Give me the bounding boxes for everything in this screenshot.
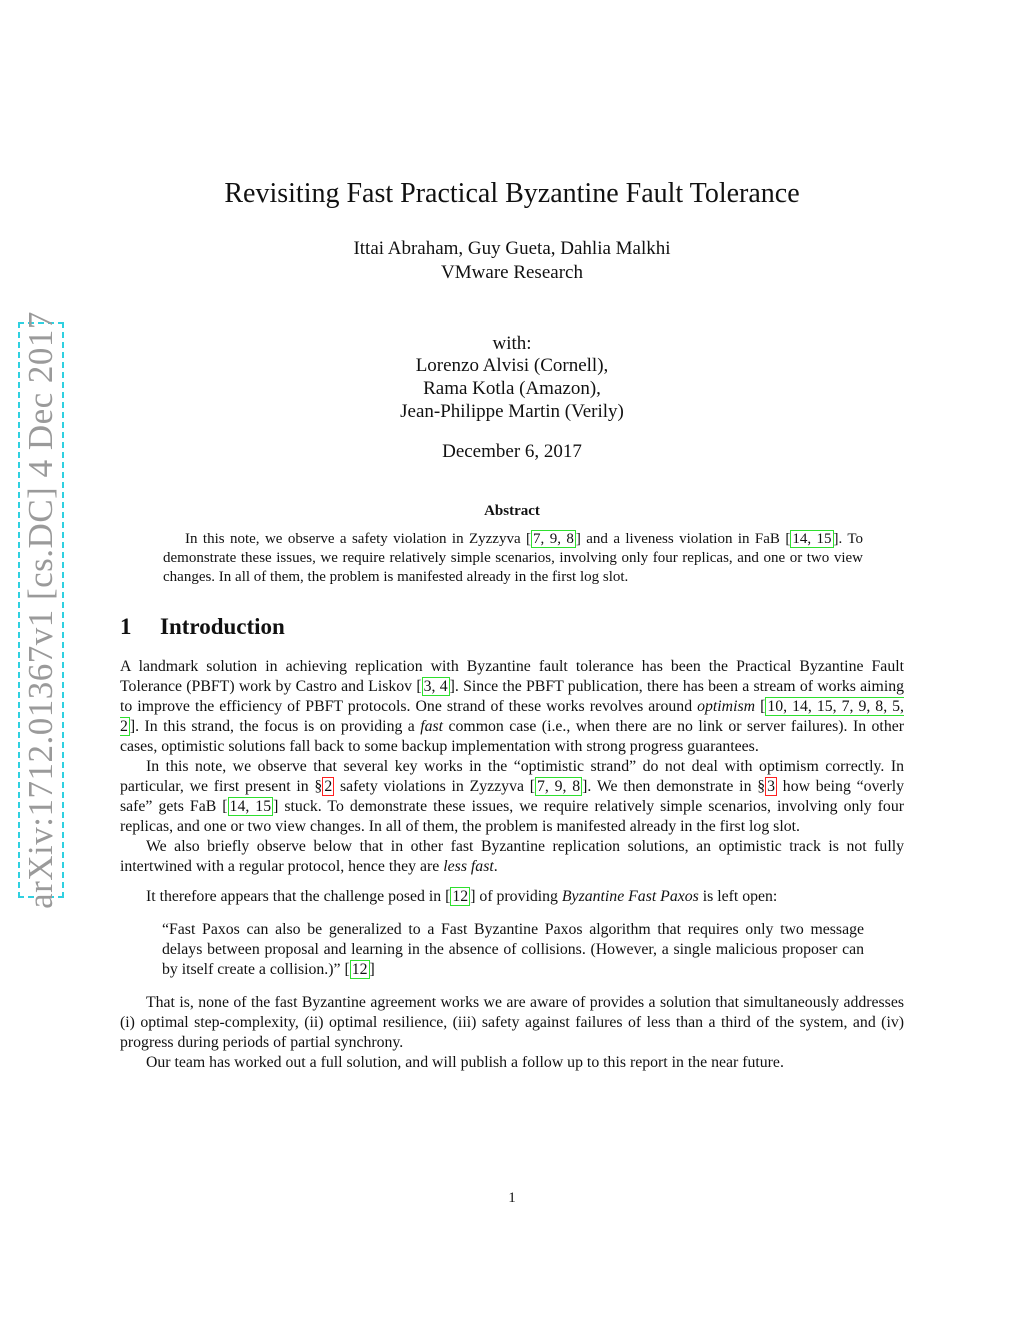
section-ref-link[interactable]: 2 xyxy=(324,778,333,795)
section-ref-link[interactable]: 3 xyxy=(767,778,776,795)
citation-link[interactable]: 10, 14, 15, 7, 9, 8, 5, 2 xyxy=(120,698,905,735)
section-title: Introduction xyxy=(160,614,285,639)
block-quote: “Fast Paxos can also be generalized to a Fast Byzantine Paxos algorithm that requires only two message delays between proposal and learning in the absence of collisions. (However, a single malicious proposer can by itself create a collision.)” [ 12 ] xyxy=(162,921,864,978)
paper-title: Revisiting Fast Practical Byzantine Fault Tolerance xyxy=(224,178,800,209)
citation-link[interactable]: 7, 9, 8 xyxy=(537,778,581,795)
section-heading xyxy=(120,614,285,640)
paper-date: December 6, 2017 xyxy=(442,441,582,462)
citation-link[interactable]: 14, 15 xyxy=(229,798,272,815)
paragraph: We also briefly observe below that in other fast Byzantine replication solutions, an optimistic track is not fully intertwined with a regular protocol, hence they are less fast. xyxy=(120,838,904,875)
citation-link[interactable]: 14, 15 xyxy=(792,531,832,547)
coauthor: Jean-Philippe Martin (Verily) xyxy=(400,401,624,422)
paragraph: Our team has worked out a full solution, and will publish a follow up to this report in the near future. xyxy=(146,1054,784,1071)
with-label: with: xyxy=(492,333,532,354)
citation-link[interactable]: 7, 9, 8 xyxy=(533,531,574,547)
section-body xyxy=(120,657,904,1073)
paragraph: It therefore appears that the challenge posed in [ 12 ] of providing Byzantine Fast Paxos is left open: xyxy=(146,888,778,905)
arxiv-identifier: arXiv:1712.01367v1 [cs.DC] 4 Dec 2017 xyxy=(21,311,60,909)
affiliation: VMware Research xyxy=(441,262,583,283)
coauthor: Rama Kotla (Amazon), xyxy=(423,378,601,399)
abstract-heading: Abstract xyxy=(484,503,540,519)
citation-link[interactable]: 3, 4 xyxy=(423,678,448,695)
paragraph: A landmark solution in achieving replication with Byzantine fault tolerance has been the Practical Byzantine Fault Tolerance (PBFT) work by Castro and Liskov [ 3, 4 ]. Since the PBFT publication, there has been a stream of works aiming to improve the efficiency of PBFT protocols. One strand of these works revolves around optimism [ 10, 14, 15, 7, 9, 8, 5, 2 ]. In this strand, the focus is on providing a fast common case (i.e., when there are no link or server failures). In other cases, optimistic solutions fall back to some backup implementation with strong progress guarantees. xyxy=(120,658,905,755)
coauthor: Lorenzo Alvisi (Cornell), xyxy=(415,355,609,376)
page-number: 1 xyxy=(508,1190,516,1206)
paragraph: In this note, we observe that several key works in the “optimistic strand” do not deal with optimism correctly. In particular, we first present in § 2 safety violations in Zyzzyva [ 7, 9, 8 ]. We then demonstrate in § 3 how being “overly safe” gets FaB [ 14, 15 ] stuck. To demonstrate these issues, we require relatively simple scenarios, involving only four replicas, and one or two view changes. In all of them, the problem is manifested already in the first log slot. xyxy=(120,758,904,835)
authors: Ittai Abraham, Guy Gueta, Dahlia Malkhi xyxy=(353,238,671,259)
citation-link[interactable]: 12 xyxy=(452,888,469,905)
citation-link[interactable]: 12 xyxy=(351,961,368,978)
abstract-body: In this note, we observe a safety violation in Zyzzyva [ 7, 9, 8 ] and a liveness violation in FaB [ 14, 15 ]. To demonstrate these issues, we require relatively simple scenarios, involving only four replicas, and one or two view changes. In all of them, the problem is manifested already in the first log slot. xyxy=(163,531,863,585)
section-number: 1 xyxy=(120,614,132,639)
paragraph: That is, none of the fast Byzantine agreement works we are aware of provides a solution that simultaneously addresses (i) optimal step-complexity, (ii) optimal resilience, (iii) safety against failures of less than a third of the system, and (iv) progress during periods of partial synchrony. xyxy=(120,994,904,1051)
